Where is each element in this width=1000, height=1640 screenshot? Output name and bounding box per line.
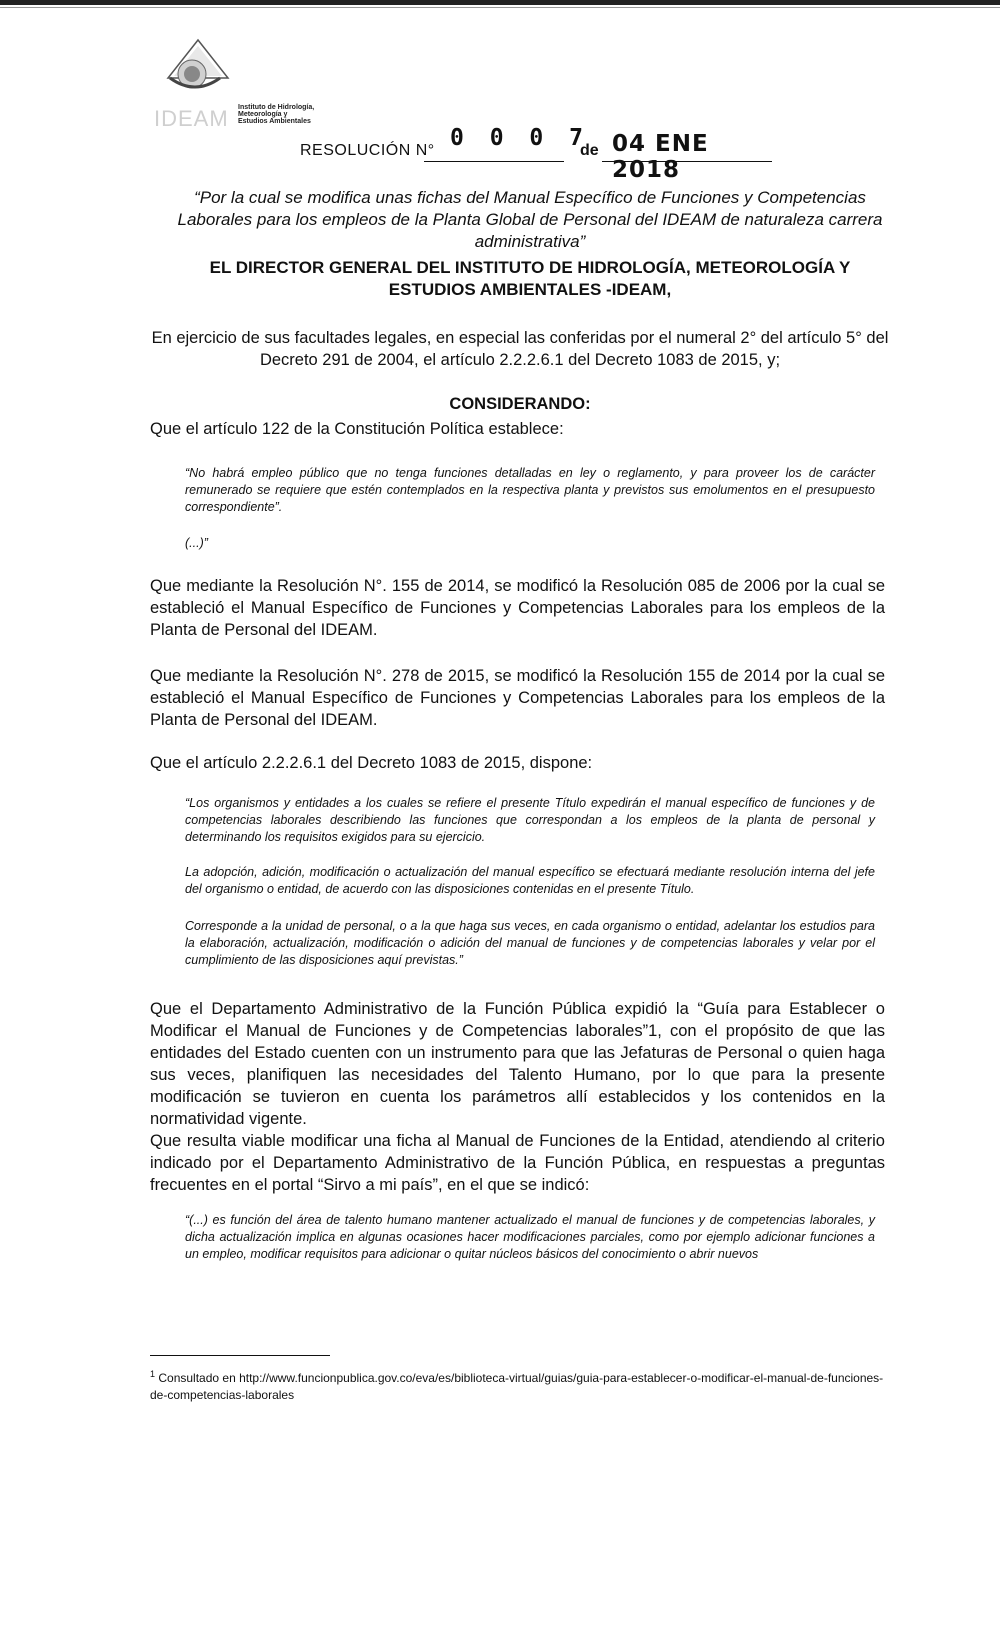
footnote-mark: 1 (150, 1369, 156, 1379)
paragraph-resolution-155: Que mediante la Resolución N°. 155 de 2014, se modificó la Resolución 085 de 2006 por la cual se estableció el Manual Específico de Funciones y Competencias Laborales para los empleos de la Planta de Personal del IDEAM. (150, 577, 885, 639)
scan-top-edge-line (0, 7, 1000, 8)
resolution-number: 0 0 0 7 (450, 125, 589, 151)
paragraph-constitution: Que el artículo 122 de la Constitución Política establece: (150, 420, 564, 438)
quote-decree-part-2: La adopción, adición, modificación o actualización del manual específico se efectuará mediante resolución interna del jefe del organismo o entidad, de acuerdo con las disposiciones contenidas en el presente Título. (185, 865, 875, 896)
resolution-line (290, 125, 770, 183)
paragraph-funcion-publica-guide: Que el Departamento Administrativo de la Función Pública expidió la “Guía para Establecer o Modificar el Manual de Funciones y de Competencias laborales”1, con el propósito de que las entidades del Estado cuenten con un instrumento para que las Jefaturas de Personal o quien haga sus veces, planifiquen las necesidades del Talento Humano, por lo que para la presente modificación se tuvieron en cuenta los parámetros allí establecidos y los contenidos en la normatividad vigente. (150, 1000, 885, 1128)
considerando-heading: CONSIDERANDO: (449, 395, 591, 413)
resolution-label: RESOLUCIÓN N° (300, 142, 435, 159)
quote-decree-part-3: Corresponde a la unidad de personal, o a la que haga sus veces, en cada organismo o entidad, adelantar los estudios para la elaboración, actualización, modificación o adición del manual de funciones y de competencias laborales y velar por el cumplimiento de las disposiciones aquí previstas.” (185, 919, 875, 967)
footnote-separator (150, 1355, 330, 1356)
date-prefix: de (580, 142, 599, 159)
footnote-text: Consultado en http://www.funcionpublica.gov.co/eva/es/biblioteca-virtual/guias/guia-para-establecer-o-modificar-el-manual-de-funciones-de-competencias-laborales (150, 1371, 884, 1402)
logo-wordmark: IDEAM (154, 106, 229, 131)
resolution-date-stamp: 04 ENE 2018 (612, 131, 709, 183)
scan-top-edge (0, 0, 1000, 5)
issuing-authority: EL DIRECTOR GENERAL DEL INSTITUTO DE HIDROLOGÍA, METEOROLOGÍA Y ESTUDIOS AMBIENTALES -IDEAM, (209, 258, 851, 299)
quote-sirvo-a-mi-pais: “(...) es función del área de talento humano mantener actualizado el manual de funciones y de competencias laborales, y dicha actualización implica en algunas ocasiones hacer modificaciones parciales, como por ejemplo adicionar funciones a un empleo, modificar requisitos para adicionar o quitar núcleos básicos del conocimiento o abrir nuevos (185, 1213, 875, 1261)
resolution-subject: “Por la cual se modifica unas fichas del Manual Específico de Funciones y Competencias Laborales para los empleos de la Planta Global de Personal del IDEAM de naturaleza carrera administrativa” (177, 188, 883, 251)
logo-institution-name: Instituto de Hidrología, Meteorología y Estudios Ambientales (238, 104, 315, 125)
ideam-logo (150, 38, 380, 138)
quote-article-122: “No habrá empleo público que no tenga funciones detalladas en ley o reglamento, y para proveer los de carácter remunerado se requiere que estén contemplados en la respectiva planta y previstos sus emolumentos en el presupuesto correspondiente”. (185, 466, 875, 514)
ideam-logo-icon (150, 38, 240, 108)
resolution-number-underline (424, 161, 564, 162)
quote-decree-part-1: “Los organismos y entidades a los cuales se refiere el presente Título expedirán el manual específico de funciones y de competencias laborales describiendo las funciones que correspondan a los empleos de la planta de personal y determinando los requisitos exigidos para su ejercicio. (185, 796, 875, 844)
paragraph-resolution-278: Que mediante la Resolución N°. 278 de 2015, se modificó la Resolución 155 de 2014 por la cual se estableció el Manual Específico de Funciones y Competencias Laborales para los empleos de la Planta de Personal del IDEAM. (150, 667, 885, 729)
footnote (150, 1366, 890, 1404)
paragraph-viable-modification: Que resulta viable modificar una ficha al Manual de Funciones de la Entidad, atendiendo al criterio indicado por el Departamento Administrativo de la Función Pública, en respuestas a preguntas frecuentes en el portal “Sirvo a mi país”, en el que se indicó: (150, 1132, 885, 1194)
legal-basis: En ejercicio de sus facultades legales, en especial las conferidas por el numeral 2° del artículo 5° del Decreto 291 de 2004, el artículo 2.2.2.6.1 del Decreto 1083 de 2015, y; (151, 329, 889, 369)
quote-ellipsis: (...)” (185, 536, 208, 550)
date-underline (602, 161, 772, 162)
paragraph-decree-1083: Que el artículo 2.2.2.6.1 del Decreto 1083 de 2015, dispone: (150, 754, 593, 772)
